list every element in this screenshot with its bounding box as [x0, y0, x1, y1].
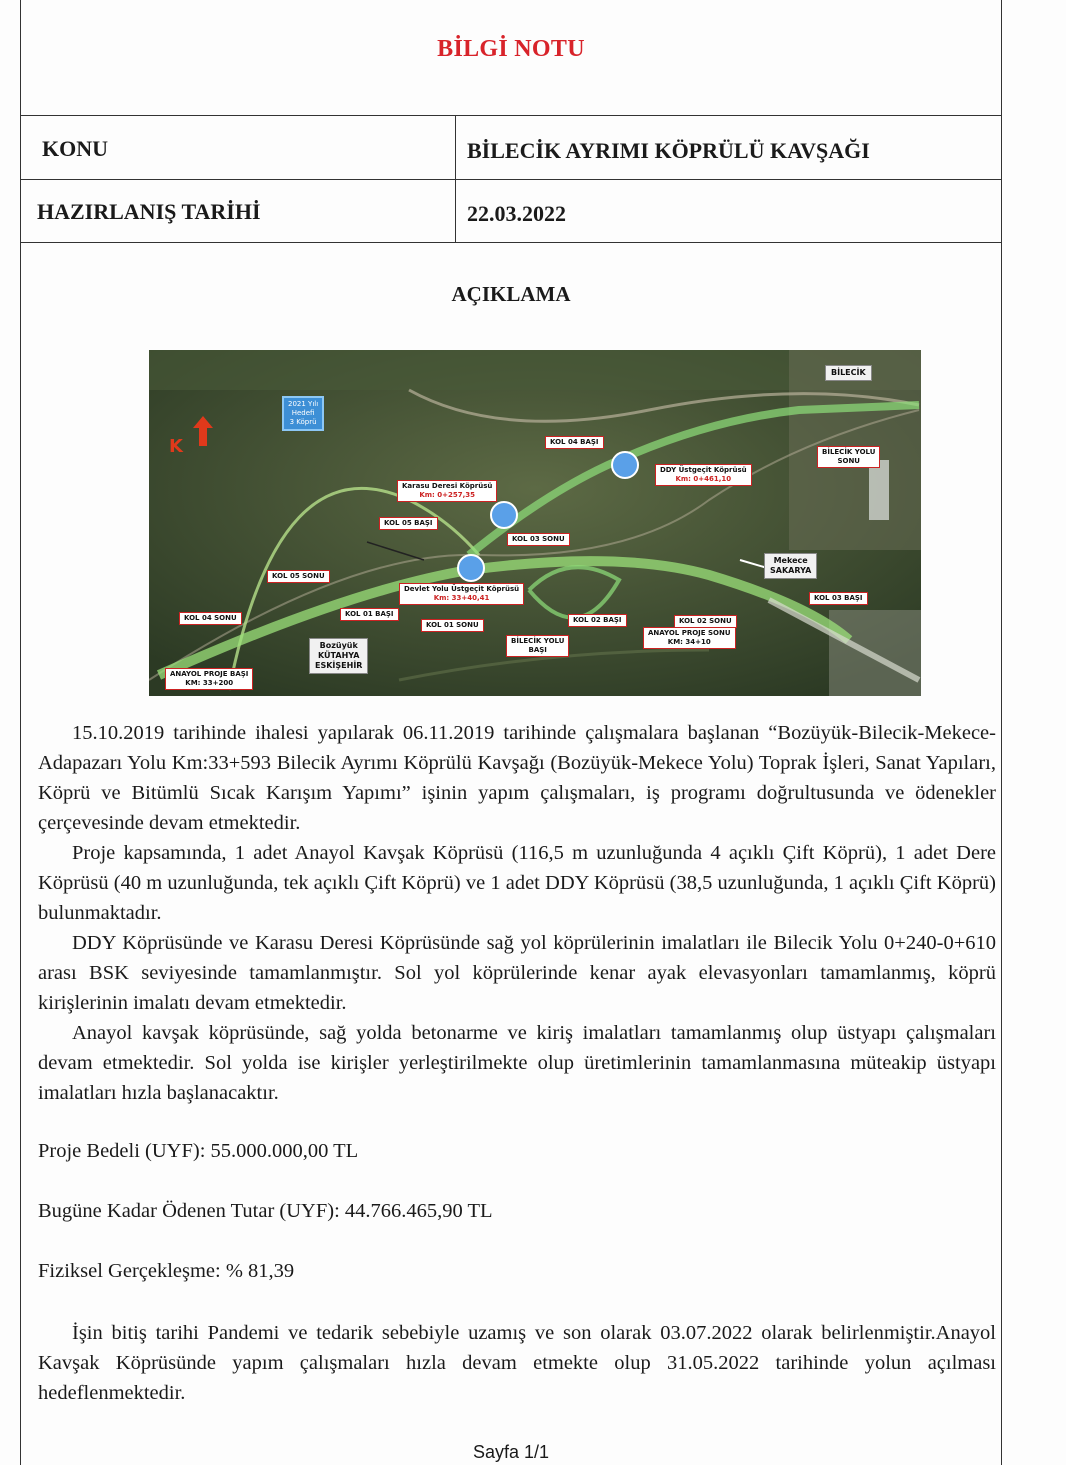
city-label-bozuyuk [309, 638, 368, 674]
table-line [20, 179, 1002, 180]
label-line: KM: 33+200 [185, 679, 234, 687]
map-label-kol01-sonu: KOL 01 SONU [421, 619, 484, 632]
date-value: 22.03.2022 [467, 201, 566, 226]
label-line: Km: 33+40,41 [433, 594, 490, 602]
subject-label: KONU [42, 136, 108, 161]
document-title: BİLGİ NOTU [437, 36, 585, 62]
label-line: DDY Üstgeçit Köprüsü [660, 466, 747, 474]
label-line: ANAYOL PROJE BAŞI [170, 670, 249, 678]
map-label-bilecik-basi [506, 635, 569, 657]
target-line: 3 Köprü [289, 418, 317, 426]
section-title: AÇIKLAMA [451, 282, 571, 306]
table-divider [455, 115, 456, 242]
subject-value: BİLECİK AYRIMI KÖPRÜLÜ KAVŞAĞI [467, 138, 870, 163]
city-line: Mekece [773, 556, 808, 565]
north-arrow-icon [193, 416, 213, 446]
city-line: KÜTAHYA [317, 651, 360, 660]
map-label-anayol-sonu [643, 627, 736, 649]
project-cost: Proje Bedeli (UYF): 55.000.000,00 TL [38, 1140, 359, 1162]
map-label-kol04-sonu: KOL 04 SONU [179, 612, 242, 625]
city-label-mekece [764, 553, 817, 579]
city-line: Bozüyük [319, 641, 358, 650]
label-line: Devlet Yolu Üstgeçit Köprüsü [404, 585, 520, 593]
target-line: Hedefi [291, 409, 315, 417]
map-label-kol01-basi: KOL 01 BAŞI [340, 608, 399, 621]
label-line: BİLECİK YOLU [511, 637, 565, 645]
label-line: BAŞI [528, 646, 547, 654]
map-label-karasu-bridge [397, 480, 497, 502]
map-label-kol03-sonu: KOL 03 SONU [507, 533, 570, 546]
map-label-kol05-basi: KOL 05 BAŞI [379, 517, 438, 530]
map-label-kol05-sonu: KOL 05 SONU [267, 570, 330, 583]
map-label-kol02-basi: KOL 02 BAŞI [568, 614, 627, 627]
closing-paragraph: İşin bitiş tarihi Pandemi ve tedarik sebebiyle uzamış ve son olarak 03.07.2022 olarak belirlenmiştir.Anayol Kavşak Köprüsünde yapım çalışmaları hızla devam etmekte olup 31.05.2022 tarihinde yolun açılması hedeflenmektedir. [38, 1322, 996, 1404]
label-line: Km: 0+461,10 [675, 475, 732, 483]
page-number: Sayfa 1/1 [472, 1442, 550, 1462]
map-label-devlet-bridge [399, 583, 524, 605]
target-box [282, 396, 324, 431]
label-line: Karasu Deresi Köprüsü [402, 482, 493, 490]
table-line [20, 242, 1002, 243]
map-label-kol02-sonu: KOL 02 SONU [674, 615, 737, 628]
city-line: SAKARYA [770, 566, 812, 575]
table-line [20, 115, 1002, 116]
map-label-ddy-bridge [655, 464, 752, 486]
map-label-kol04-basi: KOL 04 BAŞI [545, 436, 604, 449]
paragraph-4: Anayol kavşak köprüsünde, sağ yolda betonarme ve kiriş imalatları tamamlanmış olup üstyapı çalışmaları devam etmektedir. Sol yolda ise kirişler yerleştirilmekte olup üretimlerinin tamamlanmasına müteakip üstyapı imalatları hızla başlanacaktır. [38, 1022, 996, 1104]
label-line: KM: 34+10 [667, 638, 711, 646]
label-line: SONU [837, 457, 860, 465]
label-line: Km: 0+257,35 [419, 491, 476, 499]
label-line: ANAYOL PROJE SONU [648, 629, 731, 637]
paragraph-1: 15.10.2019 tarihinde ihalesi yapılarak 06.11.2019 tarihinde çalışmalara başlanan “Bozüyük-Bilecik-Mekece-Adapazarı Yolu Km:33+593 Bilecik Ayrımı Köprülü Kavşağı (Bozüyük-Mekece Yolu) Toprak İşleri, Sanat Yapıları, Köprü ve Bitümlü Sıcak Karışım Yapımı” işinin yapım çalışmaları, iş programı doğrultusunda ve ödenekler çerçevesinde devam etmektedir. [38, 722, 996, 834]
map-label-bilecik-sonu [817, 446, 880, 468]
target-line: 2021 Yılı [288, 400, 319, 408]
map-label-anayol-basi [165, 668, 253, 690]
physical-progress: Fiziksel Gerçekleşme: % 81,39 [38, 1260, 295, 1282]
project-map-image [149, 350, 921, 696]
city-line: ESKİŞEHİR [315, 661, 363, 670]
north-letter: K [169, 436, 183, 457]
city-label-bilecik: BİLECİK [825, 365, 872, 381]
date-label: HAZIRLANIŞ TARİHİ [37, 199, 261, 224]
map-label-kol03-basi: KOL 03 BAŞI [809, 592, 868, 605]
paid-amount: Bugüne Kadar Ödenen Tutar (UYF): 44.766.465,90 TL [38, 1200, 493, 1222]
paragraph-3: DDY Köprüsünde ve Karasu Deresi Köprüsünde sağ yol köprülerinin imalatları ile Bilecik Yolu 0+240-0+610 arası BSK seviyesinde tamamlanmıştır. Sol yol köprülerinde kenar ayak elevasyonları tamamlanmış, köprü kirişlerinin imalatı devam etmektedir. [38, 932, 996, 1014]
label-line: BİLECİK YOLU [822, 448, 876, 456]
paragraph-2: Proje kapsamında, 1 adet Anayol Kavşak Köprüsü (116,5 m uzunluğunda 4 açıklı Çift Köprü), 1 adet Dere Köprüsü (40 m uzunluğunda, tek açıklı Çift Köprü) ve 1 adet DDY Köprüsü (38,5 uzunluğunda, 1 açıklı Çift Köprü) bulunmaktadır. [38, 842, 996, 924]
